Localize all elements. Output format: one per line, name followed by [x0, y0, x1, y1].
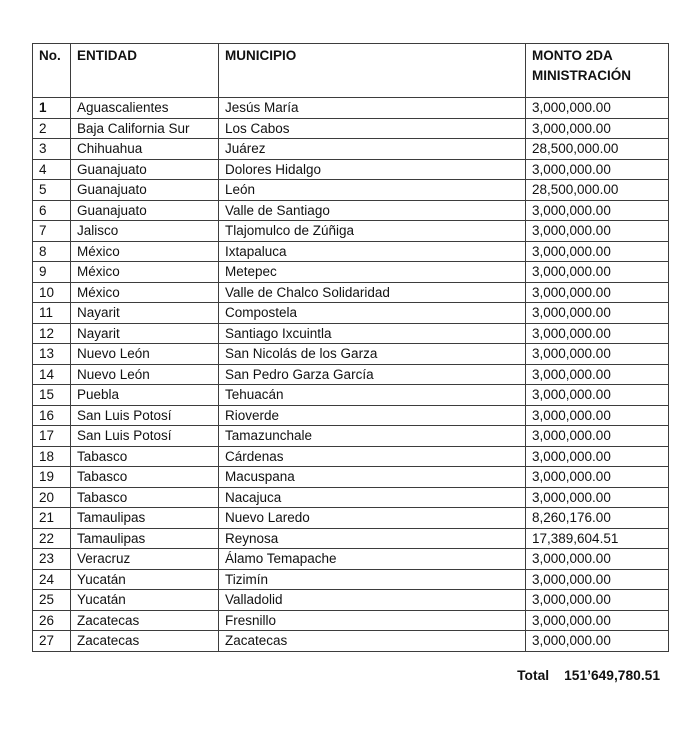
- cell-monto: 3,000,000.00: [526, 282, 669, 303]
- cell-municipio: Tehuacán: [219, 385, 526, 406]
- cell-entidad: México: [71, 262, 219, 283]
- cell-municipio: Valladolid: [219, 590, 526, 611]
- cell-municipio: Nuevo Laredo: [219, 508, 526, 529]
- cell-municipio: Zacatecas: [219, 631, 526, 652]
- cell-entidad: Nayarit: [71, 323, 219, 344]
- cell-no: 5: [33, 180, 71, 201]
- cell-entidad: Tabasco: [71, 446, 219, 467]
- cell-municipio: Tizimín: [219, 569, 526, 590]
- cell-no: 3: [33, 139, 71, 160]
- table-row: [33, 180, 669, 201]
- cell-no: 16: [33, 405, 71, 426]
- cell-no: 14: [33, 364, 71, 385]
- cell-monto: 3,000,000.00: [526, 385, 669, 406]
- cell-municipio: Ixtapaluca: [219, 241, 526, 262]
- cell-municipio: San Nicolás de los Garza: [219, 344, 526, 365]
- table-row: [33, 487, 669, 508]
- cell-municipio: Los Cabos: [219, 118, 526, 139]
- cell-entidad: Tamaulipas: [71, 508, 219, 529]
- cell-entidad: Baja California Sur: [71, 118, 219, 139]
- table-row: [33, 282, 669, 303]
- cell-municipio: Juárez: [219, 139, 526, 160]
- cell-no: 20: [33, 487, 71, 508]
- cell-monto: 3,000,000.00: [526, 221, 669, 242]
- cell-no: 8: [33, 241, 71, 262]
- cell-municipio: Metepec: [219, 262, 526, 283]
- cell-monto: 3,000,000.00: [526, 610, 669, 631]
- cell-no: 4: [33, 159, 71, 180]
- table-row: [33, 323, 669, 344]
- cell-municipio: Reynosa: [219, 528, 526, 549]
- cell-municipio: Compostela: [219, 303, 526, 324]
- cell-monto: 17,389,604.51: [526, 528, 669, 549]
- cell-monto: 3,000,000.00: [526, 405, 669, 426]
- cell-monto: 3,000,000.00: [526, 323, 669, 344]
- cell-monto: 28,500,000.00: [526, 139, 669, 160]
- cell-entidad: Jalisco: [71, 221, 219, 242]
- table-row: [33, 200, 669, 221]
- ministracion-table: [32, 43, 669, 652]
- table-row: [33, 405, 669, 426]
- table-row: [33, 241, 669, 262]
- cell-municipio: Fresnillo: [219, 610, 526, 631]
- cell-monto: 3,000,000.00: [526, 364, 669, 385]
- cell-no: 18: [33, 446, 71, 467]
- cell-municipio: Valle de Santiago: [219, 200, 526, 221]
- cell-municipio: Dolores Hidalgo: [219, 159, 526, 180]
- cell-no: 24: [33, 569, 71, 590]
- cell-municipio: Jesús María: [219, 98, 526, 119]
- cell-entidad: Zacatecas: [71, 610, 219, 631]
- table-row: [33, 344, 669, 365]
- cell-entidad: Nayarit: [71, 303, 219, 324]
- cell-entidad: Guanajuato: [71, 200, 219, 221]
- cell-entidad: San Luis Potosí: [71, 405, 219, 426]
- cell-entidad: San Luis Potosí: [71, 426, 219, 447]
- cell-municipio: San Pedro Garza García: [219, 364, 526, 385]
- cell-no: 19: [33, 467, 71, 488]
- table-row: [33, 508, 669, 529]
- cell-municipio: Tlajomulco de Zúñiga: [219, 221, 526, 242]
- header-municipio: MUNICIPIO: [219, 44, 526, 98]
- cell-monto: 3,000,000.00: [526, 467, 669, 488]
- table-row: [33, 364, 669, 385]
- cell-entidad: México: [71, 282, 219, 303]
- table-row: [33, 426, 669, 447]
- cell-monto: 3,000,000.00: [526, 549, 669, 570]
- cell-entidad: Guanajuato: [71, 180, 219, 201]
- table-row: [33, 303, 669, 324]
- table-row: [33, 262, 669, 283]
- cell-monto: 3,000,000.00: [526, 487, 669, 508]
- cell-monto: 3,000,000.00: [526, 262, 669, 283]
- cell-entidad: Tabasco: [71, 487, 219, 508]
- table-row: [33, 590, 669, 611]
- cell-monto: 3,000,000.00: [526, 118, 669, 139]
- cell-entidad: Chihuahua: [71, 139, 219, 160]
- cell-monto: 3,000,000.00: [526, 631, 669, 652]
- cell-monto: 3,000,000.00: [526, 446, 669, 467]
- cell-municipio: León: [219, 180, 526, 201]
- cell-no: 11: [33, 303, 71, 324]
- table-row: [33, 631, 669, 652]
- table-row: [33, 467, 669, 488]
- header-no: No.: [33, 44, 71, 98]
- cell-entidad: Puebla: [71, 385, 219, 406]
- cell-entidad: Tamaulipas: [71, 528, 219, 549]
- cell-no: 10: [33, 282, 71, 303]
- table-header-row: [33, 44, 669, 98]
- total-label: Total: [517, 668, 550, 683]
- cell-entidad: Guanajuato: [71, 159, 219, 180]
- table-row: [33, 139, 669, 160]
- cell-no: 17: [33, 426, 71, 447]
- cell-municipio: Cárdenas: [219, 446, 526, 467]
- cell-municipio: Rioverde: [219, 405, 526, 426]
- cell-monto: 3,000,000.00: [526, 303, 669, 324]
- cell-monto: 3,000,000.00: [526, 569, 669, 590]
- cell-entidad: Zacatecas: [71, 631, 219, 652]
- table-row: [33, 221, 669, 242]
- cell-monto: 3,000,000.00: [526, 344, 669, 365]
- header-entidad: ENTIDAD: [71, 44, 219, 98]
- table-header: [33, 44, 669, 98]
- table-body: [33, 98, 669, 652]
- cell-no: 1: [33, 98, 71, 119]
- table-row: [33, 610, 669, 631]
- cell-no: 25: [33, 590, 71, 611]
- cell-monto: 3,000,000.00: [526, 98, 669, 119]
- cell-monto: 3,000,000.00: [526, 426, 669, 447]
- cell-municipio: Nacajuca: [219, 487, 526, 508]
- cell-no: 2: [33, 118, 71, 139]
- cell-entidad: Tabasco: [71, 467, 219, 488]
- table-row: [33, 98, 669, 119]
- cell-entidad: Yucatán: [71, 590, 219, 611]
- cell-entidad: México: [71, 241, 219, 262]
- cell-municipio: Macuspana: [219, 467, 526, 488]
- table-row: [33, 159, 669, 180]
- cell-no: 9: [33, 262, 71, 283]
- cell-no: 6: [33, 200, 71, 221]
- total-value: 151’649,780.51: [564, 668, 660, 683]
- cell-monto: 3,000,000.00: [526, 241, 669, 262]
- cell-monto: 28,500,000.00: [526, 180, 669, 201]
- cell-municipio: Valle de Chalco Solidaridad: [219, 282, 526, 303]
- cell-monto: 3,000,000.00: [526, 200, 669, 221]
- cell-no: 22: [33, 528, 71, 549]
- cell-entidad: Nuevo León: [71, 344, 219, 365]
- cell-entidad: Veracruz: [71, 549, 219, 570]
- table-row: [33, 118, 669, 139]
- cell-no: 21: [33, 508, 71, 529]
- cell-municipio: Santiago Ixcuintla: [219, 323, 526, 344]
- cell-no: 23: [33, 549, 71, 570]
- cell-no: 12: [33, 323, 71, 344]
- table-row: [33, 569, 669, 590]
- cell-no: 15: [33, 385, 71, 406]
- total-row: [32, 666, 668, 686]
- cell-municipio: Álamo Temapache: [219, 549, 526, 570]
- cell-entidad: Aguascalientes: [71, 98, 219, 119]
- table-row: [33, 446, 669, 467]
- cell-monto: 8,260,176.00: [526, 508, 669, 529]
- cell-monto: 3,000,000.00: [526, 159, 669, 180]
- table-row: [33, 528, 669, 549]
- cell-no: 27: [33, 631, 71, 652]
- cell-no: 13: [33, 344, 71, 365]
- cell-no: 26: [33, 610, 71, 631]
- cell-monto: 3,000,000.00: [526, 590, 669, 611]
- cell-entidad: Yucatán: [71, 569, 219, 590]
- header-monto: MONTO 2DA MINISTRACIÓN: [526, 44, 669, 98]
- cell-entidad: Nuevo León: [71, 364, 219, 385]
- cell-no: 7: [33, 221, 71, 242]
- cell-municipio: Tamazunchale: [219, 426, 526, 447]
- table-row: [33, 385, 669, 406]
- table-row: [33, 549, 669, 570]
